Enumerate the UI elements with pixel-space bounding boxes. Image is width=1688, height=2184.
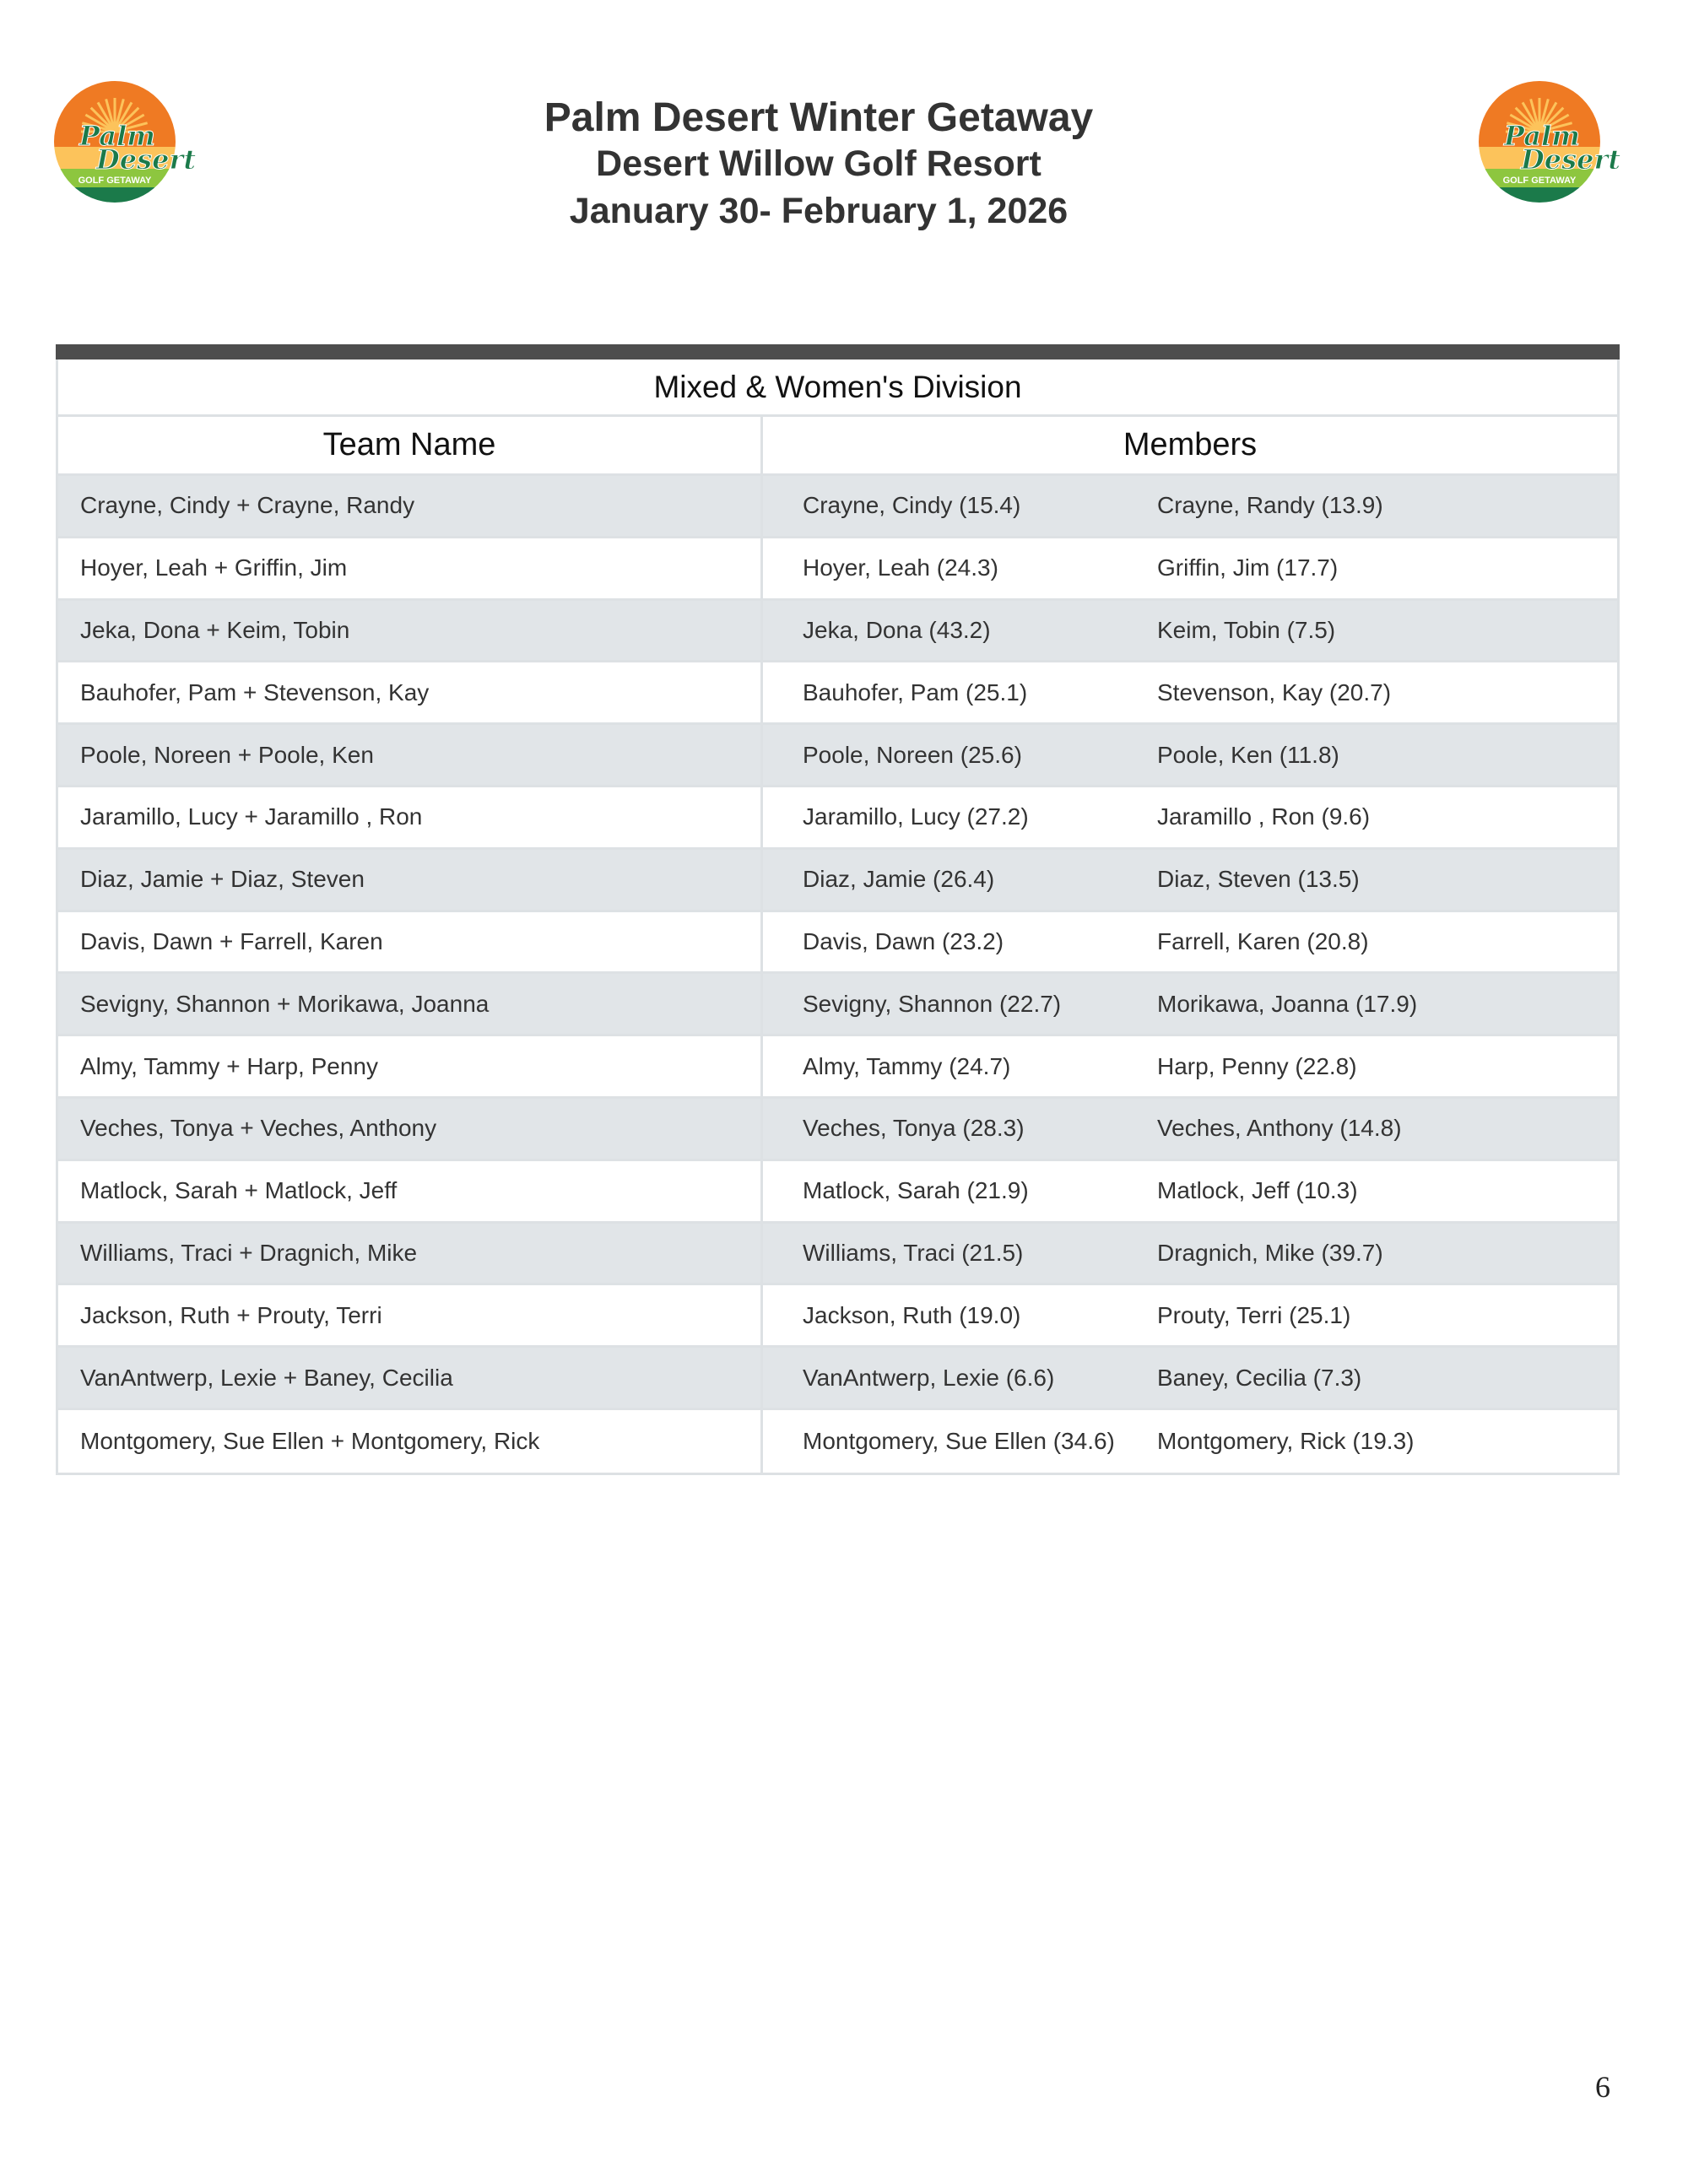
team-name-cell: Almy, Tammy + Harp, Penny — [58, 1036, 763, 1096]
table-row — [58, 476, 1617, 538]
teams-table — [56, 344, 1620, 1475]
member-2-cell: Morikawa, Joanna (17.9) — [1157, 990, 1418, 1017]
svg-text:Desert: Desert — [96, 143, 197, 176]
member-1-cell: Matlock, Sarah (21.9) — [803, 1177, 1029, 1204]
member-2-cell: Stevenson, Kay (20.7) — [1157, 678, 1392, 705]
table-row — [58, 1224, 1617, 1286]
member-2-cell: Matlock, Jeff (10.3) — [1157, 1177, 1358, 1204]
member-2-cell: Baney, Cecilia (7.3) — [1157, 1364, 1362, 1391]
team-name-cell: Veches, Tonya + Veches, Anthony — [58, 1099, 763, 1159]
svg-text:Desert: Desert — [1521, 143, 1621, 176]
member-1-cell: Williams, Traci (21.5) — [803, 1239, 1024, 1266]
page-number: 6 — [1595, 2070, 1610, 2104]
member-2-cell: Keim, Tobin (7.5) — [1157, 616, 1336, 643]
table-top-bar — [56, 344, 1620, 359]
venue-subtitle: Desert Willow Golf Resort — [596, 143, 1041, 184]
member-1-cell: Bauhofer, Pam (25.1) — [803, 678, 1028, 705]
team-name-cell: Williams, Traci + Dragnich, Mike — [58, 1224, 763, 1284]
team-name-cell: Matlock, Sarah + Matlock, Jeff — [58, 1161, 763, 1221]
member-2-cell: Poole, Ken (11.8) — [1157, 741, 1339, 768]
table-row — [58, 1348, 1617, 1410]
event-dates: January 30- February 1, 2026 — [569, 191, 1069, 231]
member-2-cell: Diaz, Steven (13.5) — [1157, 866, 1360, 893]
team-name-cell: Crayne, Cindy + Crayne, Randy — [58, 476, 763, 536]
table-row — [58, 1036, 1617, 1099]
member-2-cell: Montgomery, Rick (19.3) — [1157, 1427, 1415, 1454]
table-row — [58, 912, 1617, 975]
svg-text:GOLF GETAWAY: GOLF GETAWAY — [1502, 176, 1577, 186]
member-2-cell: Jaramillo , Ron (9.6) — [1157, 803, 1371, 830]
table-row — [58, 601, 1617, 663]
table-header-row — [58, 417, 1617, 476]
table-row — [58, 1161, 1617, 1224]
member-2-cell: Veches, Anthony (14.8) — [1157, 1115, 1402, 1142]
member-1-cell: Diaz, Jamie (26.4) — [803, 866, 995, 893]
member-1-cell: Veches, Tonya (28.3) — [803, 1115, 1025, 1142]
table-row — [58, 1099, 1617, 1161]
svg-text:Palm: Palm — [79, 120, 155, 152]
table-row — [58, 538, 1617, 601]
team-name-cell: Montgomery, Sue Ellen + Montgomery, Rick — [58, 1410, 763, 1473]
member-1-cell: Jeka, Dona (43.2) — [803, 616, 991, 643]
team-name-cell: Davis, Dawn + Farrell, Karen — [58, 912, 763, 972]
member-2-cell: Farrell, Karen (20.8) — [1157, 927, 1369, 954]
table-row — [58, 787, 1617, 850]
team-name-cell: Jeka, Dona + Keim, Tobin — [58, 601, 763, 661]
team-name-cell: Jaramillo, Lucy + Jaramillo , Ron — [58, 787, 763, 847]
member-2-cell: Griffin, Jim (17.7) — [1157, 554, 1339, 581]
member-1-cell: Jackson, Ruth (19.0) — [803, 1301, 1021, 1328]
member-1-cell: Sevigny, Shannon (22.7) — [803, 990, 1062, 1017]
member-2-cell: Dragnich, Mike (39.7) — [1157, 1239, 1383, 1266]
member-1-cell: Poole, Noreen (25.6) — [803, 741, 1022, 768]
svg-text:GOLF GETAWAY: GOLF GETAWAY — [78, 176, 152, 186]
member-1-cell: VanAntwerp, Lexie (6.6) — [803, 1364, 1055, 1391]
page-title: Palm Desert Winter Getaway — [544, 95, 1094, 140]
member-1-cell: Jaramillo, Lucy (27.2) — [803, 803, 1029, 830]
table-row — [58, 662, 1617, 725]
member-2-cell: Prouty, Terri (25.1) — [1157, 1301, 1351, 1328]
column-header-team-name: Team Name — [58, 417, 763, 473]
team-name-cell: Diaz, Jamie + Diaz, Steven — [58, 850, 763, 910]
table-row — [58, 850, 1617, 912]
table-row — [58, 1285, 1617, 1348]
member-1-cell: Davis, Dawn (23.2) — [803, 927, 1004, 954]
table-row — [58, 1410, 1617, 1473]
table-row — [58, 974, 1617, 1036]
team-name-cell: Bauhofer, Pam + Stevenson, Kay — [58, 662, 763, 722]
member-1-cell: Almy, Tammy (24.7) — [803, 1052, 1011, 1079]
member-1-cell: Montgomery, Sue Ellen (34.6) — [803, 1427, 1115, 1454]
team-name-cell: Hoyer, Leah + Griffin, Jim — [58, 538, 763, 598]
team-name-cell: Jackson, Ruth + Prouty, Terri — [58, 1285, 763, 1345]
member-2-cell: Harp, Penny (22.8) — [1157, 1052, 1357, 1079]
team-name-cell: Sevigny, Shannon + Morikawa, Joanna — [58, 974, 763, 1034]
table-row — [58, 725, 1617, 787]
division-heading: Mixed & Women's Division — [58, 359, 1617, 417]
member-1-cell: Hoyer, Leah (24.3) — [803, 554, 998, 581]
member-1-cell: Crayne, Cindy (15.4) — [803, 492, 1021, 519]
team-name-cell: Poole, Noreen + Poole, Ken — [58, 725, 763, 785]
svg-text:Palm: Palm — [1504, 120, 1580, 152]
team-name-cell: VanAntwerp, Lexie + Baney, Cecilia — [58, 1348, 763, 1408]
column-header-members: Members — [1123, 427, 1258, 462]
member-2-cell: Crayne, Randy (13.9) — [1157, 492, 1383, 519]
